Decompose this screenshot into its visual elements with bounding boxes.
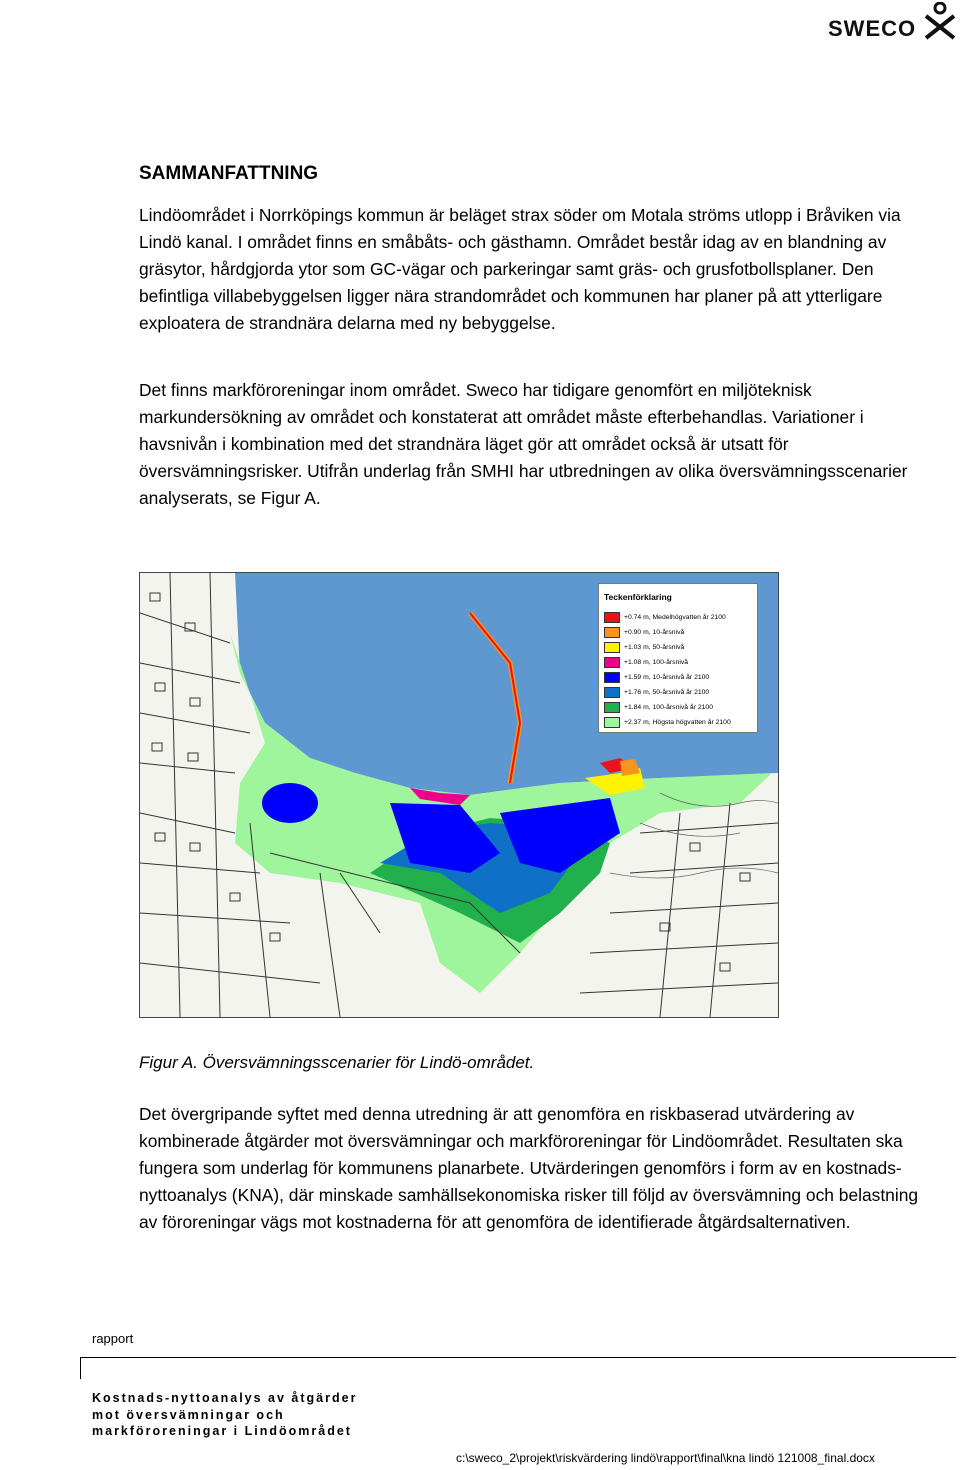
legend-swatch: [604, 627, 620, 638]
legend-row: +1.76 m, 50-årsnivå år 2100: [604, 687, 709, 697]
footer-divider-vertical: [80, 1357, 81, 1379]
logo-wordmark: SWECO: [828, 16, 917, 41]
logo-symbol-icon: [922, 2, 958, 40]
legend-row: +1.84 m, 100-årsnivå år 2100: [604, 702, 713, 712]
legend-swatch: [604, 687, 620, 698]
footer-file-path: c:\sweco_2\projekt\riskvärdering lindö\rapport\final\kna lindö 121008_final.docx: [456, 1451, 875, 1465]
legend-swatch: [604, 672, 620, 683]
legend-row: +0.74 m, Medelhögvatten år 2100: [604, 612, 726, 622]
legend-swatch: [604, 702, 620, 713]
legend-title: Teckenförklaring: [604, 592, 672, 602]
legend-swatch: [604, 717, 620, 728]
figure-caption: Figur A. Översvämningsscenarier för Lindö-området.: [139, 1053, 535, 1072]
footer-doc-title: Kostnads-nyttoanalys av åtgärder mot översvämningar och markföroreningar i Lindöområdet: [92, 1391, 358, 1438]
flood-map: [139, 572, 779, 1018]
sweco-logo: [828, 2, 958, 42]
legend-row: +1.08 m, 100-årsnivå: [604, 657, 688, 667]
footer-doc-type: rapport: [92, 1331, 134, 1346]
footer-divider: [80, 1357, 956, 1358]
legend-row: +2.37 m, Högsta högvatten år 2100: [604, 717, 731, 727]
intro-paragraph: Lindöområdet i Norrköpings kommun är beläget strax söder om Motala ströms utlopp i Bråviken via Lindö kanal. I området finns en småbåts- och gästhamn. Området består idag av en blandning av gräsytor, hårdgjorda ytor som GC-vägar och parkeringar samt gräs- och grusfotbollsplaner. Den befintliga villabebyggelsen ligger nära strandområdet och kommunen har planer på att ytterligare exploatera de strandnära delarna med ny bebyggelse.: [139, 205, 901, 333]
map-legend: [598, 583, 758, 733]
legend-swatch: [604, 657, 620, 668]
page-title: SAMMANFATTNING: [139, 163, 319, 184]
legend-row: +0.90 m, 10-årsnivå: [604, 627, 684, 637]
legend-row: +1.03 m, 50-årsnivå: [604, 642, 684, 652]
purpose-paragraph: Det övergripande syftet med denna utredning är att genomföra en riskbaserad utvärdering av kombinerade åtgärder mot översvämningar och markföroreningar för Lindöområdet. Resultaten ska fungera som underlag för kommunens planarbete. Utvärderingen genomförs i form av en kostnads-nyttoanalys (KNA), där minskade samhällsekonomiska risker till följd av översvämning och belastning av föroreningar vägs mot kostnaderna för att genomföra de identifierade åtgärdsalternativen.: [139, 1104, 919, 1232]
legend-swatch: [604, 612, 620, 623]
pollution-paragraph: Det finns markföroreningar inom området. Sweco har tidigare genomfört en miljöteknisk markundersökning av området och konstaterat att området måste efterbehandlas. Variationer i havsnivån i kombination med det strandnära läget gör att området också är utsatt för översvämningsrisker. Utifrån underlag från SMHI har utbredningen av olika översvämningsscenarier analyserats, se Figur A.: [139, 380, 908, 508]
legend-row: +1.59 m, 10-årsnivå år 2100: [604, 672, 709, 682]
legend-swatch: [604, 642, 620, 653]
